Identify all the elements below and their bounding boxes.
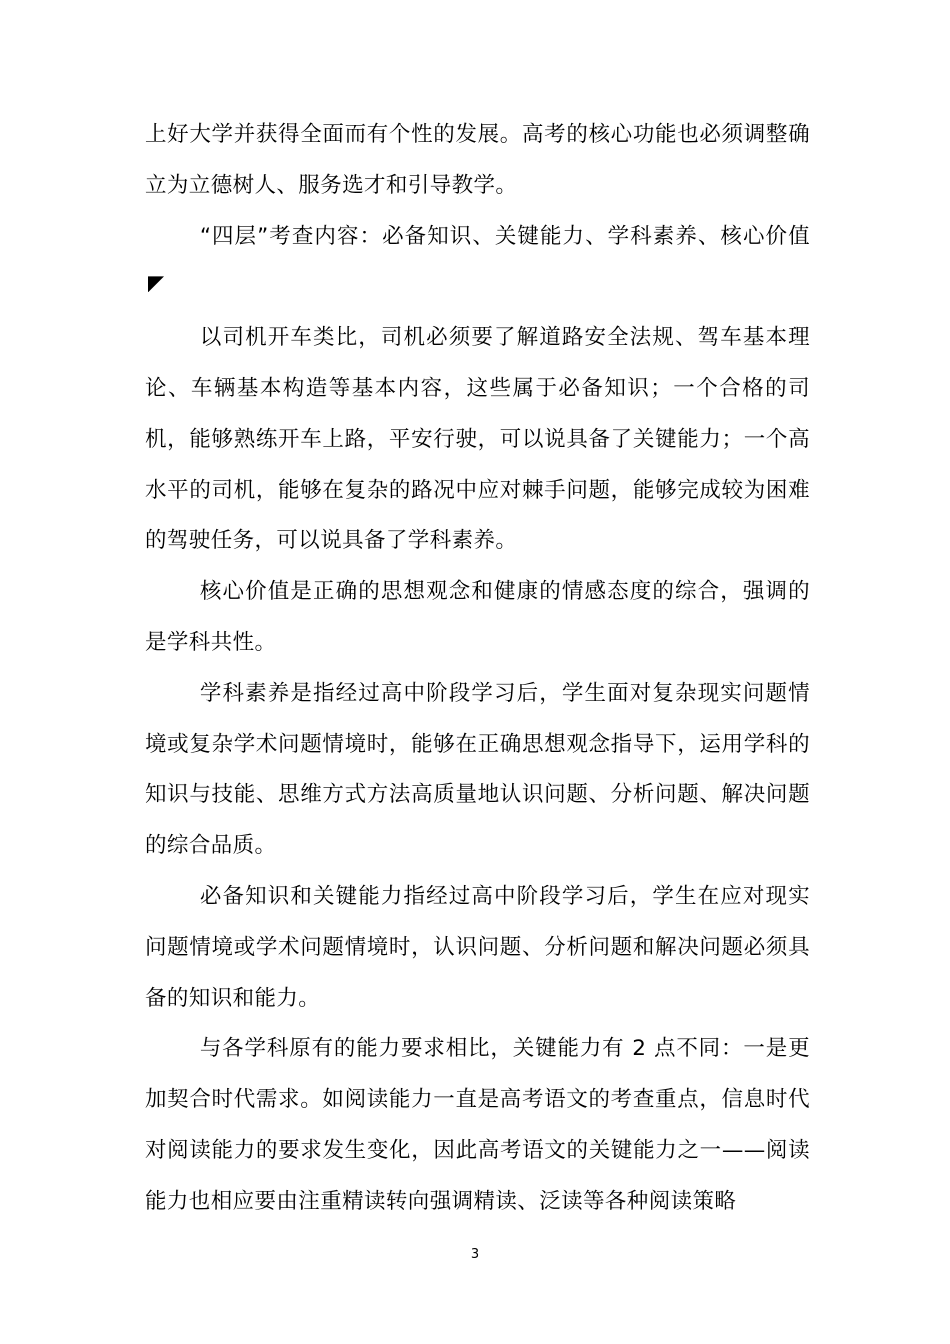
- page-number: 3: [470, 1247, 480, 1262]
- paragraph-2: [145, 212, 810, 314]
- heading-text: “四层”考查内容：必备知识、关键能力、学科素养、核心价值: [199, 223, 810, 249]
- body-text: [145, 110, 810, 1228]
- paragraph-6: 必备知识和关键能力指经过高中阶段学习后，学生在应对现实问题情境或学术问题情境时，认识问题、分析问题和解决问题必须具备的知识和能力。: [145, 883, 810, 1011]
- paragraph-4: 核心价值是正确的思想观念和健康的情感态度的综合，强调的是学科共性。: [145, 579, 810, 655]
- paragraph-1: 上好大学并获得全面而有个性的发展。高考的核心功能也必须调整确立为立德树人、服务选才和引导教学。: [145, 122, 810, 198]
- paragraph-5: 学科素养是指经过高中阶段学习后，学生面对复杂现实问题情境或复杂学术问题情境时，能够在正确思想观念指导下，运用学科的知识与技能、思维方式方法高质量地认识问题、分析问题、解决问题的综合品质。: [145, 680, 810, 859]
- corner-marker-icon: [148, 276, 164, 292]
- paragraph-3: 以司机开车类比，司机必须要了解道路安全法规、驾车基本理论、车辆基本构造等基本内容，这些属于必备知识；一个合格的司机，能够熟练开车上路，平安行驶，可以说具备了关键能力；一个高水平的司机，能够在复杂的路况中应对棘手问题，能够完成较为困难的驾驶任务，可以说具备了学科素养。: [145, 325, 810, 554]
- paragraph-7: 与各学科原有的能力要求相比，关键能力有 2 点不同：一是更加契合时代需求。如阅读能力一直是高考语文的考查重点，信息时代对阅读能力的要求发生变化，因此高考语文的关键能力之一——阅读能力也相应要由注重精读转向强调精读、泛读等各种阅读策略: [145, 1036, 810, 1214]
